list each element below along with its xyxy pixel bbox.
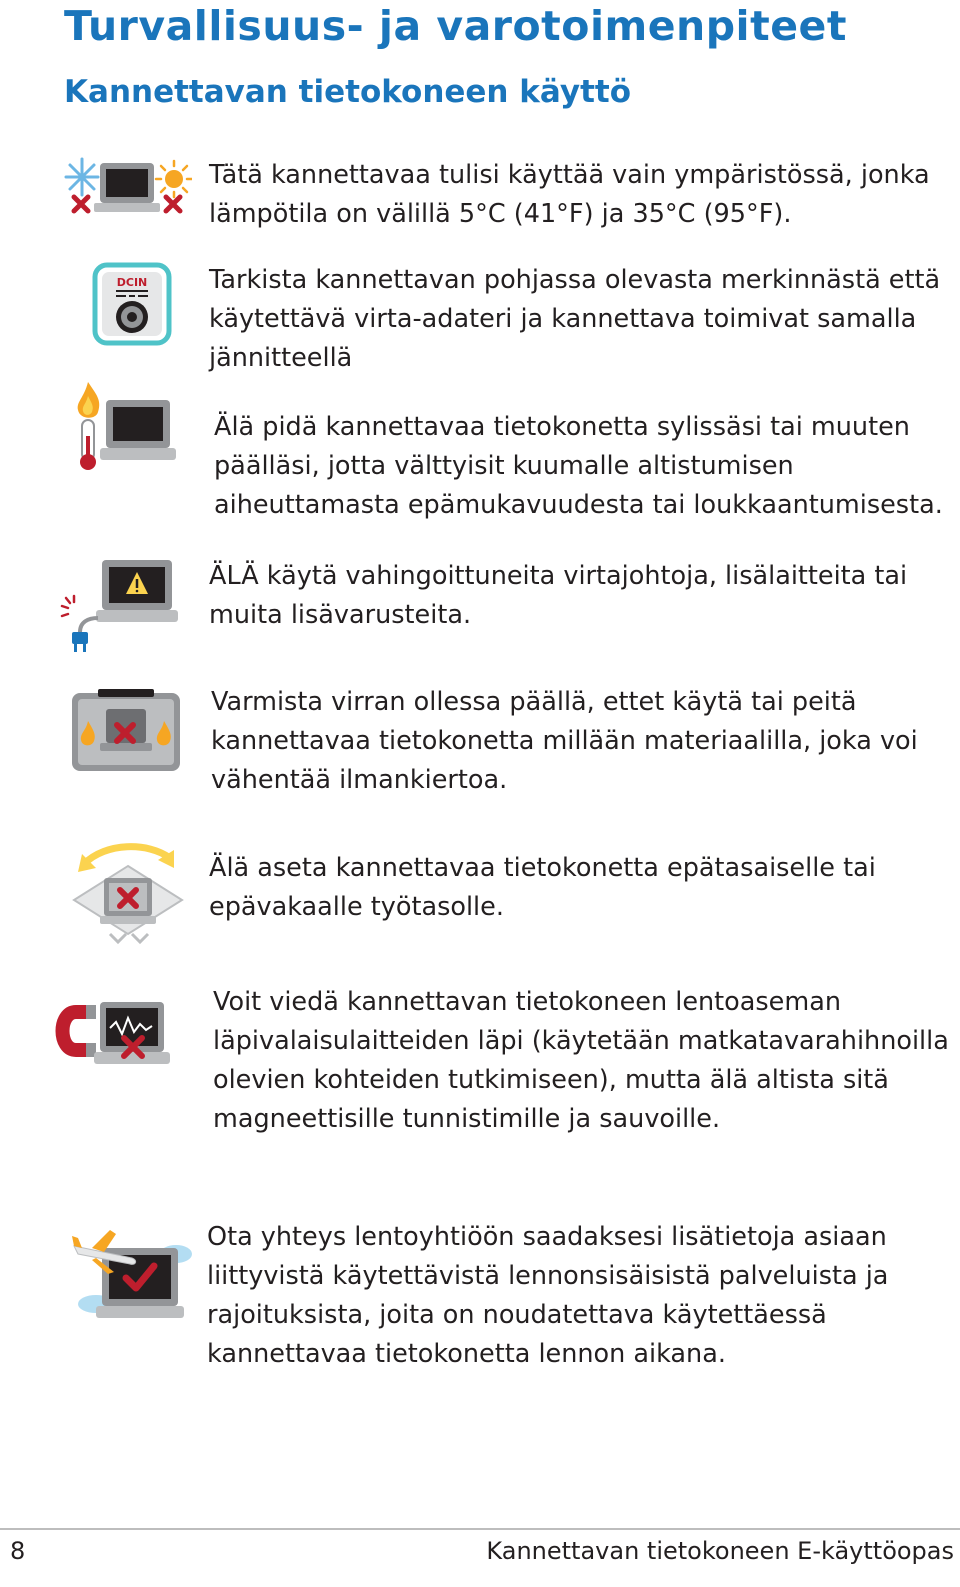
dc-label-text: DCIN <box>116 276 148 289</box>
airplane-icon <box>70 1228 194 1332</box>
safety-item-voltage: Tarkista kannettavan pohjassa olevasta merkinnästä että käytettävä virta-adateri ja kannettava toimivat samalla jännitteellä <box>209 265 941 373</box>
page-number: 8 <box>10 1537 26 1565</box>
page-title: Turvallisuus- ja varotoimenpiteet <box>64 2 847 50</box>
covered-laptop-icon <box>70 687 182 775</box>
safety-item-surface: Älä aseta kannettavaa tietokonetta epätasaiselle tai epävakaalle työtasolle. <box>209 853 876 922</box>
damaged-cable-icon <box>58 556 178 662</box>
safety-item-magnetic: Voit viedä kannettavan tietokoneen lentoaseman läpivalaisulaitteiden läpi (käytetään matkatavarahihnoilla olevien kohteiden tutkimiseen), mutta älä altista sitä magneettisille tunnistimille ja sauvoille. <box>213 987 949 1134</box>
unstable-surface-icon <box>70 838 188 950</box>
heat-warning-icon <box>66 378 184 474</box>
safety-item-cables: ÄLÄ käytä vahingoittuneita virtajohtoja, lisälaitteita tai muita lisävarusteita. <box>209 561 908 630</box>
safety-item-airline: Ota yhteys lentoyhtiöön saadaksesi lisätietoja asiaan liittyvistä käytettävistä lennonsisäisistä palveluista ja rajoituksista, joita on noudatettava käytettäessä kannettavaa tietokonetta lennon aikana. <box>207 1222 889 1369</box>
safety-item-temperature: Tätä kannettavaa tulisi käyttää vain ympäristössä, jonka lämpötila on välillä 5°C (41°F) ja 35°C (95°F). <box>209 160 930 229</box>
safety-item-heat: Älä pidä kannettavaa tietokonetta sylissäsi tai muuten päälläsi, jotta välttyisit kuumalle altistumisen aiheuttamasta epämukavuudesta tai loukkaantumisesta. <box>214 412 943 520</box>
dc-input-label-icon <box>92 262 172 346</box>
magnetic-detector-icon <box>52 1000 172 1082</box>
footer-manual-title: Kannettavan tietokoneen E-käyttöopas <box>486 1537 954 1565</box>
safety-item-ventilation: Varmista virran ollessa päällä, ettet käytä tai peitä kannettavaa tietokonetta millään materiaalilla, joka voi vähentää ilmankiertoa. <box>211 687 918 795</box>
footer-divider <box>0 1528 960 1530</box>
section-subtitle: Kannettavan tietokoneen käyttö <box>64 74 632 110</box>
temperature-range-icon <box>62 155 192 225</box>
